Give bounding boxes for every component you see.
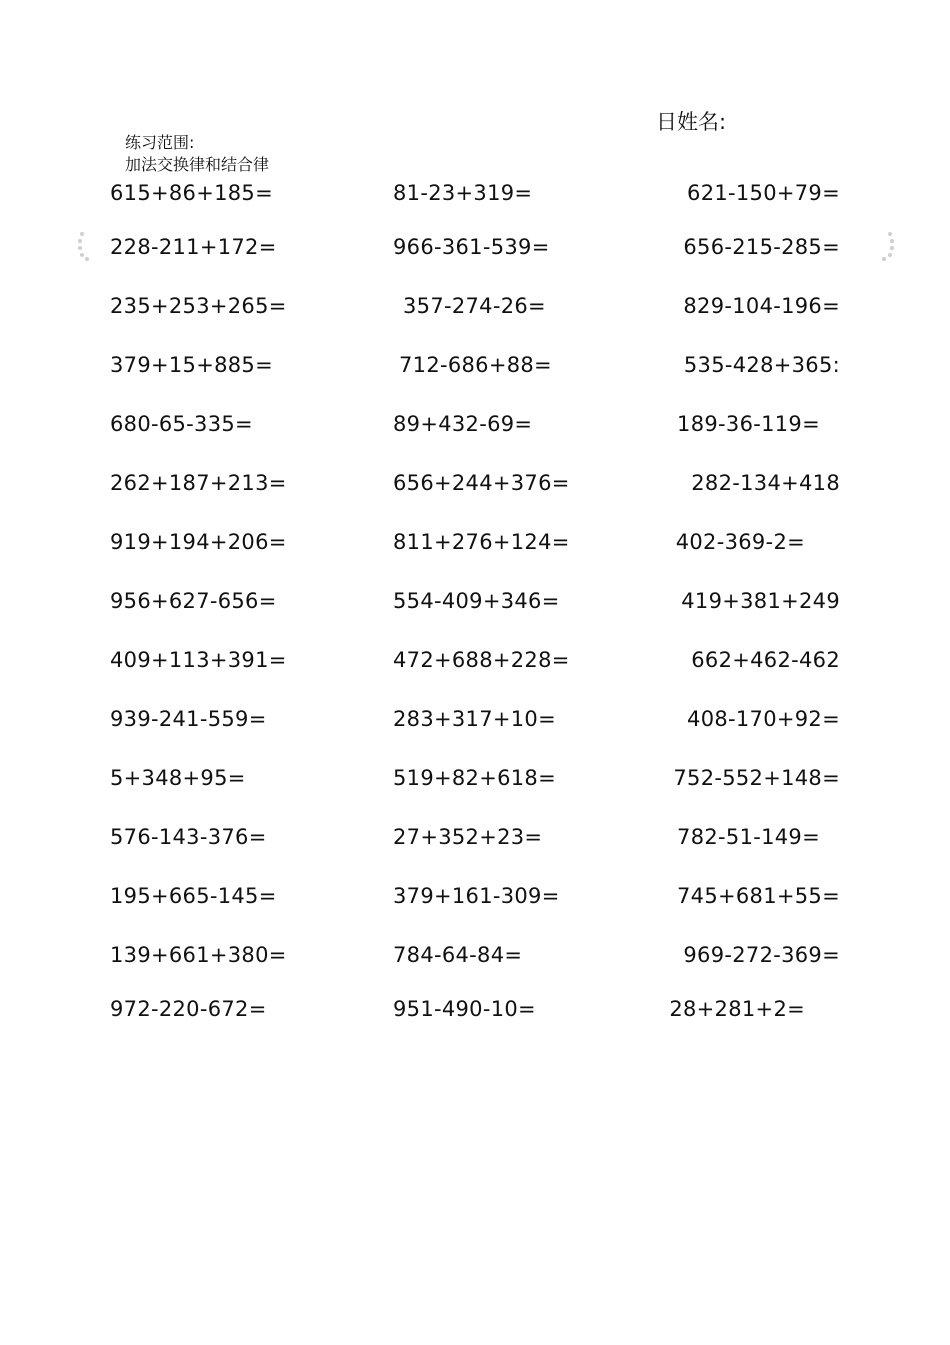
problem-item: 419+381+249 xyxy=(681,589,840,613)
problem-item: 472+688+228= xyxy=(393,648,570,672)
problem-item: 379+161-309= xyxy=(393,884,560,908)
problem-item: 919+194+206= xyxy=(110,530,287,554)
problem-item: 656+244+376= xyxy=(393,471,570,495)
problem-item: 283+317+10= xyxy=(393,707,556,731)
problem-item: 829-104-196= xyxy=(683,294,840,318)
problem-item: 402-369-2= xyxy=(675,530,805,554)
problem-item: 139+661+380= xyxy=(110,943,287,967)
problem-item: 784-64-84= xyxy=(393,943,523,967)
problem-item: 5+348+95= xyxy=(110,766,246,790)
problem-item: 966-361-539= xyxy=(393,235,550,259)
problem-item: 89+432-69= xyxy=(393,412,533,436)
problem-item: 680-65-335= xyxy=(110,412,253,436)
practice-range xyxy=(125,132,269,176)
problem-item: 972-220-672= xyxy=(110,997,267,1021)
practice-range-label: 练习范围: xyxy=(125,133,195,152)
problem-item: 379+15+885= xyxy=(110,353,273,377)
problem-item: 519+82+618= xyxy=(393,766,556,790)
problem-item: 228-211+172= xyxy=(110,235,277,259)
problem-item: 554-409+346= xyxy=(393,589,560,613)
problem-item: 752-552+148= xyxy=(673,766,840,790)
problem-item: 656-215-285= xyxy=(683,235,840,259)
problem-item: 576-143-376= xyxy=(110,825,267,849)
problem-item: 282-134+418 xyxy=(691,471,840,495)
problem-item: 939-241-559= xyxy=(110,707,267,731)
problem-item: 951-490-10= xyxy=(393,997,536,1021)
problem-item: 615+86+185= xyxy=(110,181,273,205)
problem-item: 195+665-145= xyxy=(110,884,277,908)
problem-item: 235+253+265= xyxy=(110,294,287,318)
problem-item: 662+462-462 xyxy=(691,648,840,672)
problem-item: 357-274-26= xyxy=(403,294,546,318)
practice-range-value: 加法交换律和结合律 xyxy=(125,155,270,174)
problem-item: 408-170+92= xyxy=(687,707,840,731)
problem-item: 621-150+79= xyxy=(687,181,840,205)
problem-item: 745+681+55= xyxy=(677,884,840,908)
problem-item: 712-686+88= xyxy=(399,353,552,377)
problem-item: 28+281+2= xyxy=(669,997,805,1021)
problem-item: 262+187+213= xyxy=(110,471,287,495)
binder-holes-icon xyxy=(76,230,90,262)
problem-item: 81-23+319= xyxy=(393,181,533,205)
name-label: 日姓名: xyxy=(656,110,727,134)
problem-item: 535-428+365: xyxy=(683,353,840,377)
binder-holes-icon xyxy=(876,230,890,262)
problem-item: 189-36-119= xyxy=(677,412,820,436)
problem-item: 782-51-149= xyxy=(677,825,820,849)
problem-item: 969-272-369= xyxy=(683,943,840,967)
problem-item: 409+113+391= xyxy=(110,648,287,672)
problem-item: 956+627-656= xyxy=(110,589,277,613)
problem-item: 811+276+124= xyxy=(393,530,570,554)
problem-item: 27+352+23= xyxy=(393,825,543,849)
